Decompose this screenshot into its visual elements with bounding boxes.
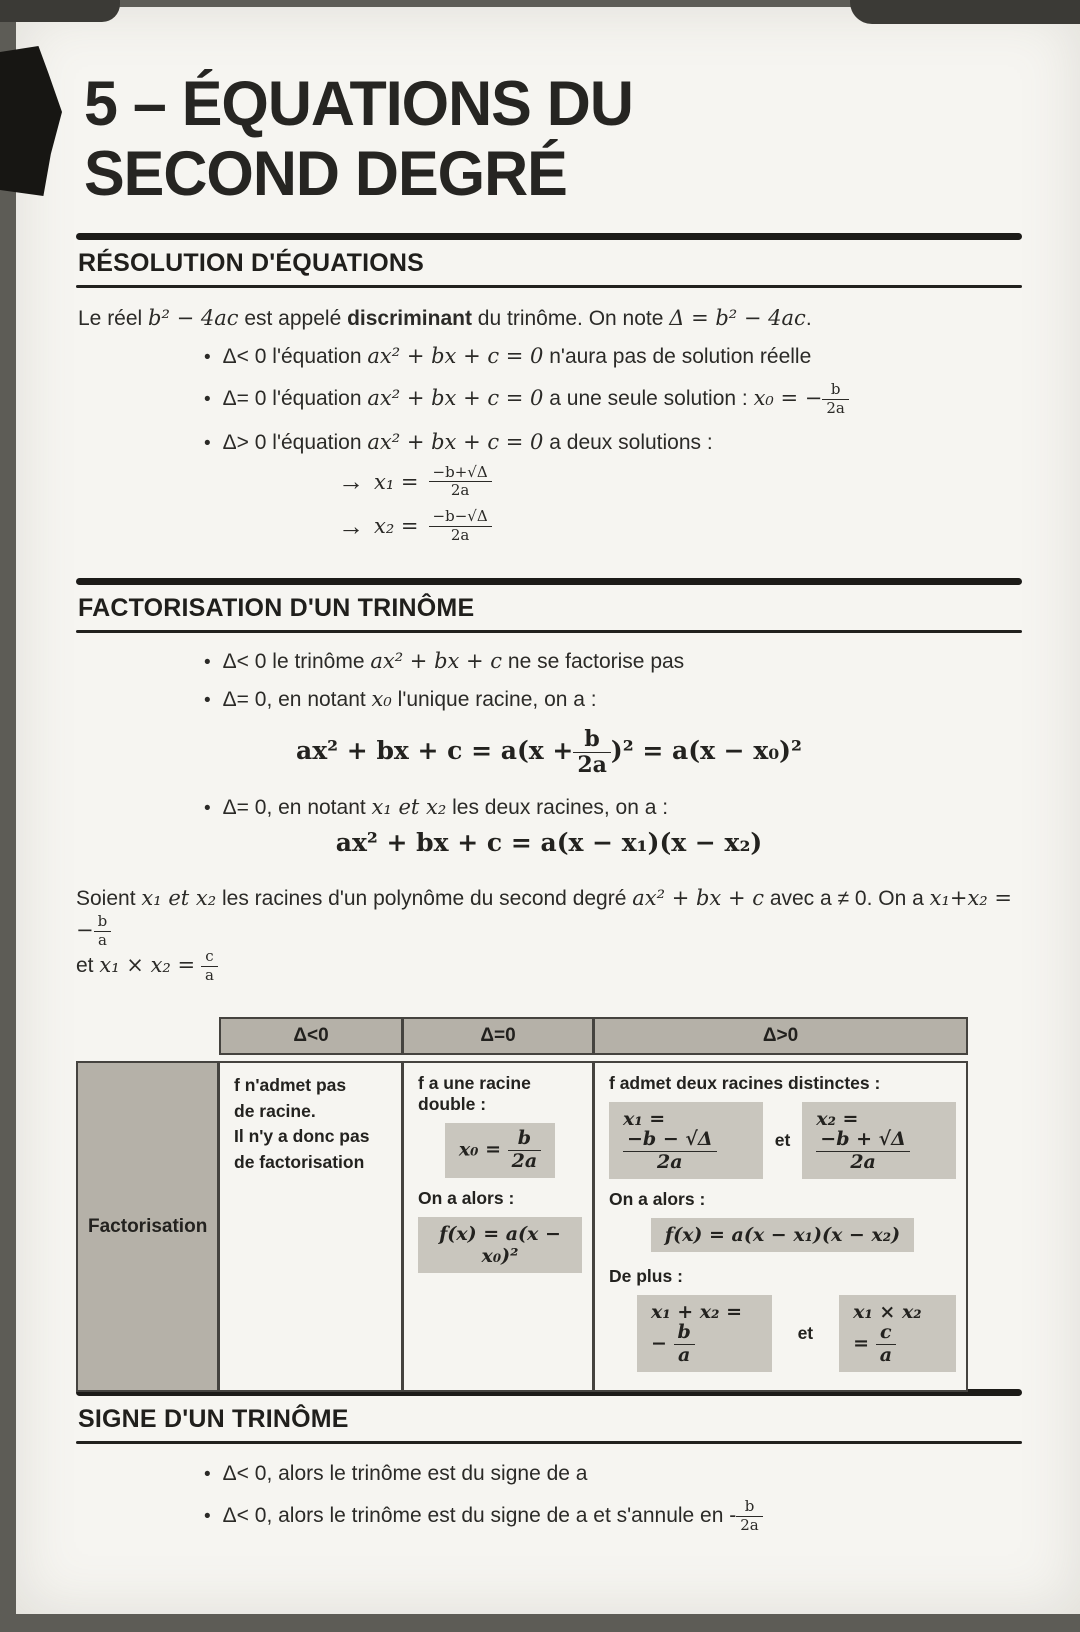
bullet-equation: ax² + bx + c = 0 (367, 385, 544, 410)
fraction-b-a (674, 1323, 695, 1366)
section-resolution-title: RÉSOLUTION D'ÉQUATIONS (78, 249, 425, 278)
formula-pre: ax² + bx + c = a(x + (296, 735, 574, 765)
section-rule-thin (76, 1441, 1022, 1444)
roots-box-row (609, 1102, 956, 1179)
x2-lhs: x₂ = (374, 514, 419, 539)
factorisation-table (76, 1017, 968, 1367)
cell-alors: On a alors : (418, 1188, 515, 1209)
table-cell-delta-zero (403, 1061, 594, 1392)
fraction-numerator: b (822, 382, 849, 400)
intro-discriminant-word: discriminant (347, 307, 472, 331)
bullet-delta-negative (76, 344, 1022, 369)
intro-text: . (805, 307, 812, 331)
bullet-text (223, 430, 713, 455)
discriminant-intro (78, 306, 1022, 331)
fraction-denominator: a (97, 931, 107, 950)
fraction-numerator: b (94, 914, 112, 932)
x0-formula-box (445, 1123, 555, 1178)
bullet-dot: • (204, 689, 211, 711)
fx-single-root-box: f(x) = a(x − x₀)² (418, 1217, 582, 1273)
resolution-bullets (76, 344, 1022, 455)
product-roots-box (839, 1295, 956, 1372)
signe-bullets (76, 1462, 1022, 1534)
cell-text-line: de racine. (234, 1100, 316, 1121)
para-product-lhs: x₁ × x₂ = (99, 952, 196, 977)
bullet-x0: x₀ (371, 686, 392, 711)
photo-background-corner-left (0, 0, 120, 22)
fraction-x1 (429, 462, 492, 500)
box-lhs: x₂ = (816, 1108, 859, 1131)
bullet-dot: • (204, 388, 211, 410)
bullet-text-post: les deux racines, on a : (446, 795, 669, 819)
section-factorisation-header (76, 578, 1022, 633)
formula-factored-double-root (76, 725, 1022, 778)
fraction-denominator: 2a (577, 751, 607, 778)
intro-text: est appelé (238, 307, 348, 331)
x2-formula-box (802, 1102, 956, 1179)
bullet-equation: ax² + bx + c = 0 (367, 429, 544, 454)
bullet-equation: ax² + bx + c (370, 648, 503, 673)
x1-formula-box (609, 1102, 763, 1179)
fraction-denominator: a (204, 965, 214, 984)
et-word: et (774, 1130, 791, 1151)
bullet-text (223, 687, 597, 712)
section-rule-thin (76, 630, 1022, 633)
fraction-x1 (623, 1130, 717, 1173)
bullet-text-mid: a une seule solution : (543, 386, 754, 410)
bullet-text (223, 795, 668, 820)
arrow-icon: → (338, 466, 364, 497)
fraction-numerator: b (508, 1129, 542, 1151)
fraction-numerator: b (573, 728, 611, 753)
bullet-dot: • (204, 1506, 211, 1528)
cell-deplus: De plus : (609, 1266, 683, 1287)
fraction-denominator: 2a (450, 481, 470, 500)
fx-box-slot (418, 1217, 582, 1273)
bullet-no-factorisation (76, 649, 1022, 674)
para-text: avec a ≠ 0. On a (763, 886, 930, 910)
bullet-sign-2 (76, 1499, 1022, 1534)
bullet-dot: • (204, 432, 211, 454)
table-row-label-factorisation: Factorisation (76, 1061, 219, 1392)
cell-intro: f a une racine double : (418, 1073, 531, 1115)
section-signe-title: SIGNE D'UN TRINÔME (78, 1405, 349, 1434)
fraction-numerator: b (674, 1323, 695, 1345)
bullet-text-pre: Δ< 0 le trinôme (222, 649, 371, 673)
bullet-equation: ax² + bx + c = 0 (367, 344, 544, 369)
fx-box-slot (609, 1218, 956, 1252)
bullet-x1-x2: x₁ et x₂ (371, 794, 447, 819)
bullet-dot: • (204, 651, 211, 673)
section-rule-thin (76, 285, 1022, 288)
fraction-x2 (429, 509, 492, 544)
intro-text: du trinôme. On note (471, 307, 670, 331)
box-lhs: x₁ × x₂ = (853, 1301, 922, 1355)
bullet-delta-positive (76, 430, 1022, 455)
fraction-b-a (94, 914, 112, 949)
document-page (16, 7, 1080, 1614)
et-word: et (797, 1323, 814, 1344)
cell-intro: f admet deux racines distinctes : (609, 1073, 881, 1094)
fraction-numerator: −b − √Δ (623, 1130, 717, 1152)
bullet-text-pre: Δ= 0, en notant (222, 687, 372, 711)
bullet-text-pre: Δ< 0 l'équation (222, 345, 368, 369)
fx-two-roots-box: f(x) = a(x − x₁)(x − x₂) (651, 1218, 914, 1252)
arrow-icon: → (338, 510, 364, 541)
bullet-text-pre: Δ= 0, en notant (222, 795, 372, 819)
section-rule-thick (76, 578, 1022, 585)
fraction-b-2a (573, 725, 611, 778)
para-sum-lhs: x₁+x₂ = − (76, 885, 1012, 943)
section-signe-header (76, 1389, 1022, 1444)
intro-text: Le réel (78, 307, 149, 331)
fraction-b-2a (736, 1499, 763, 1534)
fraction-numerator: −b+√Δ (429, 465, 492, 483)
fraction-numerator: b (736, 1499, 763, 1517)
fraction-x2 (816, 1130, 910, 1173)
cell-text-line: f n'admet pas (234, 1075, 347, 1096)
bullet-two-roots (76, 795, 1022, 820)
fraction-denominator: 2a (740, 1516, 759, 1535)
bullet-text-pre: Δ< 0, alors le trinôme est du signe de a et s'annule en - (222, 1504, 737, 1528)
sum-roots-box (637, 1295, 772, 1372)
bullet-text-pre: Δ> 0 l'équation (222, 430, 368, 454)
section-resolution-header (76, 233, 1022, 288)
bullet-text (223, 1499, 763, 1534)
fraction-denominator: 2a (450, 525, 470, 544)
vieta-box-row (609, 1295, 956, 1372)
para-x1-x2: x₁ et x₂ (141, 885, 217, 910)
page-title (84, 69, 1022, 209)
bullet-sign-1 (76, 1462, 1022, 1486)
solution-x1-line (76, 462, 1022, 500)
table-header-delta-positive: Δ>0 (594, 1017, 968, 1055)
bullet-text-post: a deux solutions : (543, 430, 713, 454)
fraction-denominator: a (879, 1344, 892, 1367)
cell-text-line: Il n'y a donc pas (234, 1126, 370, 1147)
bullet-text: Δ< 0, alors le trinôme est du signe de a (222, 1462, 588, 1486)
table-header-delta-negative: Δ<0 (219, 1017, 403, 1055)
fraction-denominator: 2a (826, 398, 845, 417)
fraction-denominator: a (678, 1344, 691, 1367)
bullet-delta-zero (76, 382, 1022, 417)
para-trinomial: ax² + bx + c (632, 885, 764, 910)
table-corner-empty (76, 1017, 219, 1055)
fraction-numerator: c (876, 1323, 896, 1345)
bullet-text-pre: Δ= 0 l'équation (222, 386, 368, 410)
section-factorisation-title: FACTORISATION D'UN TRINÔME (78, 593, 475, 622)
fraction-c-a (201, 946, 218, 984)
fraction-c-a (876, 1323, 896, 1366)
bullet-dot: • (204, 347, 211, 369)
bullet-dot: • (204, 797, 211, 819)
fraction-b-2a (508, 1129, 542, 1172)
para-text: et (76, 953, 100, 977)
intro-math-delta: Δ = b² − 4ac (669, 306, 806, 331)
factorisation-bullets (76, 649, 1022, 712)
section-rule-thick (76, 233, 1022, 240)
bullet-text-post: n'aura pas de solution réelle (543, 345, 812, 369)
table-cell-delta-positive (594, 1061, 968, 1392)
formula-post: )² = a(x − x₀)² (610, 735, 802, 765)
fraction-numerator: −b + √Δ (816, 1130, 910, 1152)
box-lhs: x₁ + x₂ = − (651, 1301, 742, 1355)
fraction-denominator: 2a (657, 1151, 683, 1174)
para-text: Soient (76, 886, 142, 910)
cell-text-line: de factorisation (234, 1151, 365, 1172)
x1-lhs: x₁ = (374, 469, 419, 494)
fraction-numerator: −b−√Δ (429, 509, 492, 527)
bullet-text-post: ne se factorise pas (502, 649, 685, 673)
fraction-b-2a (822, 382, 849, 417)
cell-alors: On a alors : (609, 1189, 706, 1210)
intro-math-b2-4ac: b² − 4ac (148, 306, 239, 331)
fraction-denominator: 2a (850, 1151, 876, 1174)
fraction-numerator: c (201, 949, 218, 967)
photo-background-corner-right (850, 0, 1080, 24)
factorisation-bullets-2 (76, 795, 1022, 820)
bullet-text-post: l'unique racine, on a : (391, 687, 597, 711)
bullet-unique-root (76, 687, 1022, 712)
bullet-text (223, 344, 812, 369)
vieta-paragraph (76, 883, 1022, 984)
bullet-dot: • (204, 1464, 211, 1486)
bullet-text (223, 649, 685, 674)
solution-x2-line (76, 509, 1022, 544)
fraction-denominator: 2a (511, 1150, 538, 1173)
formula-factored-two-roots: ax² + bx + c = a(x − x₁)(x − x₂) (335, 827, 763, 857)
page-title-line2: SECOND DEGRÉ (84, 137, 567, 209)
page-title-line1: 5 – ÉQUATIONS DU (84, 67, 633, 139)
box-lhs: x₁ = (623, 1108, 666, 1131)
para-text: les racines d'un polynôme du second degré (216, 886, 633, 910)
table-header-delta-zero: Δ=0 (403, 1017, 594, 1055)
x0-box-slot (418, 1123, 582, 1178)
x0-solution: x₀ = − (753, 385, 823, 410)
table-cell-delta-negative (219, 1061, 403, 1392)
bullet-text (223, 382, 849, 417)
box-lhs: x₀ = (458, 1138, 502, 1161)
blank-paper-area (76, 1534, 1022, 1614)
